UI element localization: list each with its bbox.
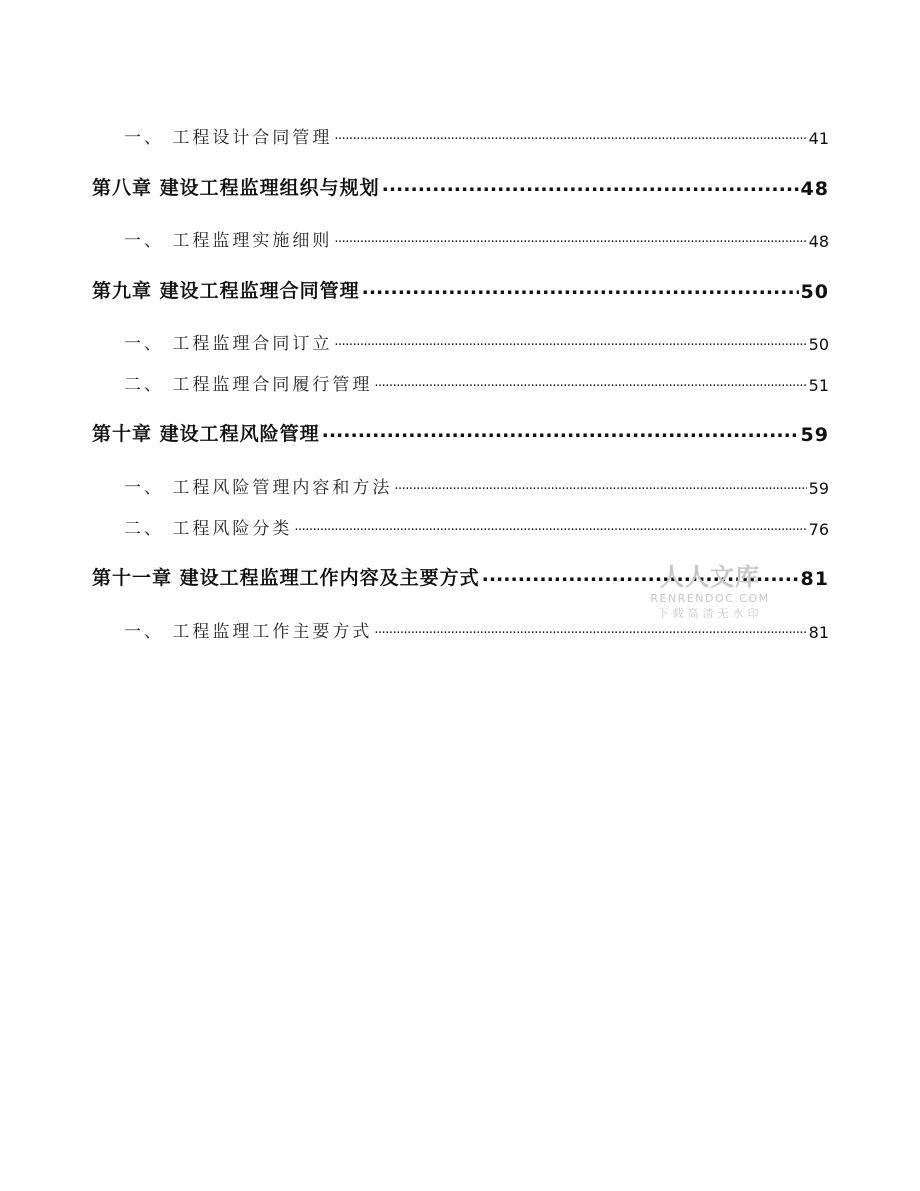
toc-entry-implementation-rules[interactable]: [92, 221, 829, 251]
toc-entry-design-contract[interactable]: [92, 118, 829, 148]
toc-entry-contract-conclusion[interactable]: [92, 324, 829, 354]
toc-entry-label: 一、 工程监理工作主要方式: [124, 622, 373, 642]
watermark-tagline: 下载高清无水印: [657, 607, 763, 620]
toc-entry-label: 一、 工程设计合同管理: [124, 128, 333, 148]
toc-page-number: 76: [808, 520, 829, 539]
toc-leader-dots: [374, 375, 806, 390]
toc-entry-label: 一、 工程监理实施细则: [124, 231, 333, 251]
toc-entry-label: 二、 工程风险分类: [124, 519, 293, 539]
toc-leader-dots: [382, 174, 799, 196]
toc-entry-label: 一、 工程风险管理内容和方法: [124, 478, 393, 498]
toc-leader-dots: [322, 420, 799, 442]
toc-page-number: 81: [808, 623, 829, 642]
toc-entry-label: 第八章 建设工程监理组织与规划: [92, 177, 380, 199]
toc-page-number: 50: [800, 281, 829, 303]
toc-page-number: 81: [800, 568, 829, 590]
toc-leader-dots: [334, 231, 806, 246]
toc-entry-label: 二、 工程监理合同履行管理: [124, 375, 373, 395]
toc-leader-dots: [482, 564, 799, 586]
toc-chapter-8[interactable]: [92, 170, 829, 200]
toc-leader-dots: [334, 334, 806, 349]
watermark-domain: RENRENDOC.COM: [650, 592, 770, 605]
toc-leader-dots: [294, 519, 806, 534]
toc-entry-risk-classification[interactable]: [92, 509, 829, 539]
toc-page-number: 48: [800, 178, 829, 200]
toc-chapter-9[interactable]: [92, 273, 829, 303]
toc-page-number: 59: [808, 479, 829, 498]
toc-leader-dots: [394, 478, 806, 493]
toc-leader-dots: [374, 622, 806, 637]
toc-page-number: 48: [808, 232, 829, 251]
toc-page-number: 41: [808, 129, 829, 148]
toc-entry-label: 第九章 建设工程监理合同管理: [92, 280, 360, 302]
toc-entry-label: 一、 工程监理合同订立: [124, 334, 333, 354]
toc-chapter-11[interactable]: [92, 560, 829, 590]
toc-entry-label: 第十章 建设工程风险管理: [92, 423, 320, 445]
toc-leader-dots: [362, 277, 799, 299]
toc-chapter-10[interactable]: [92, 416, 829, 446]
watermark-logo: 人人文库: [660, 562, 760, 591]
toc-entry-risk-methods[interactable]: [92, 468, 829, 498]
toc-entry-label: 第十一章 建设工程监理工作内容及主要方式: [92, 567, 480, 589]
toc-page-number: 59: [800, 424, 829, 446]
toc-entry-main-methods[interactable]: [92, 612, 829, 642]
toc-leader-dots: [334, 128, 806, 143]
toc-entry-contract-performance[interactable]: [92, 365, 829, 395]
toc-page-number: 50: [808, 335, 829, 354]
toc-page-number: 51: [808, 376, 829, 395]
